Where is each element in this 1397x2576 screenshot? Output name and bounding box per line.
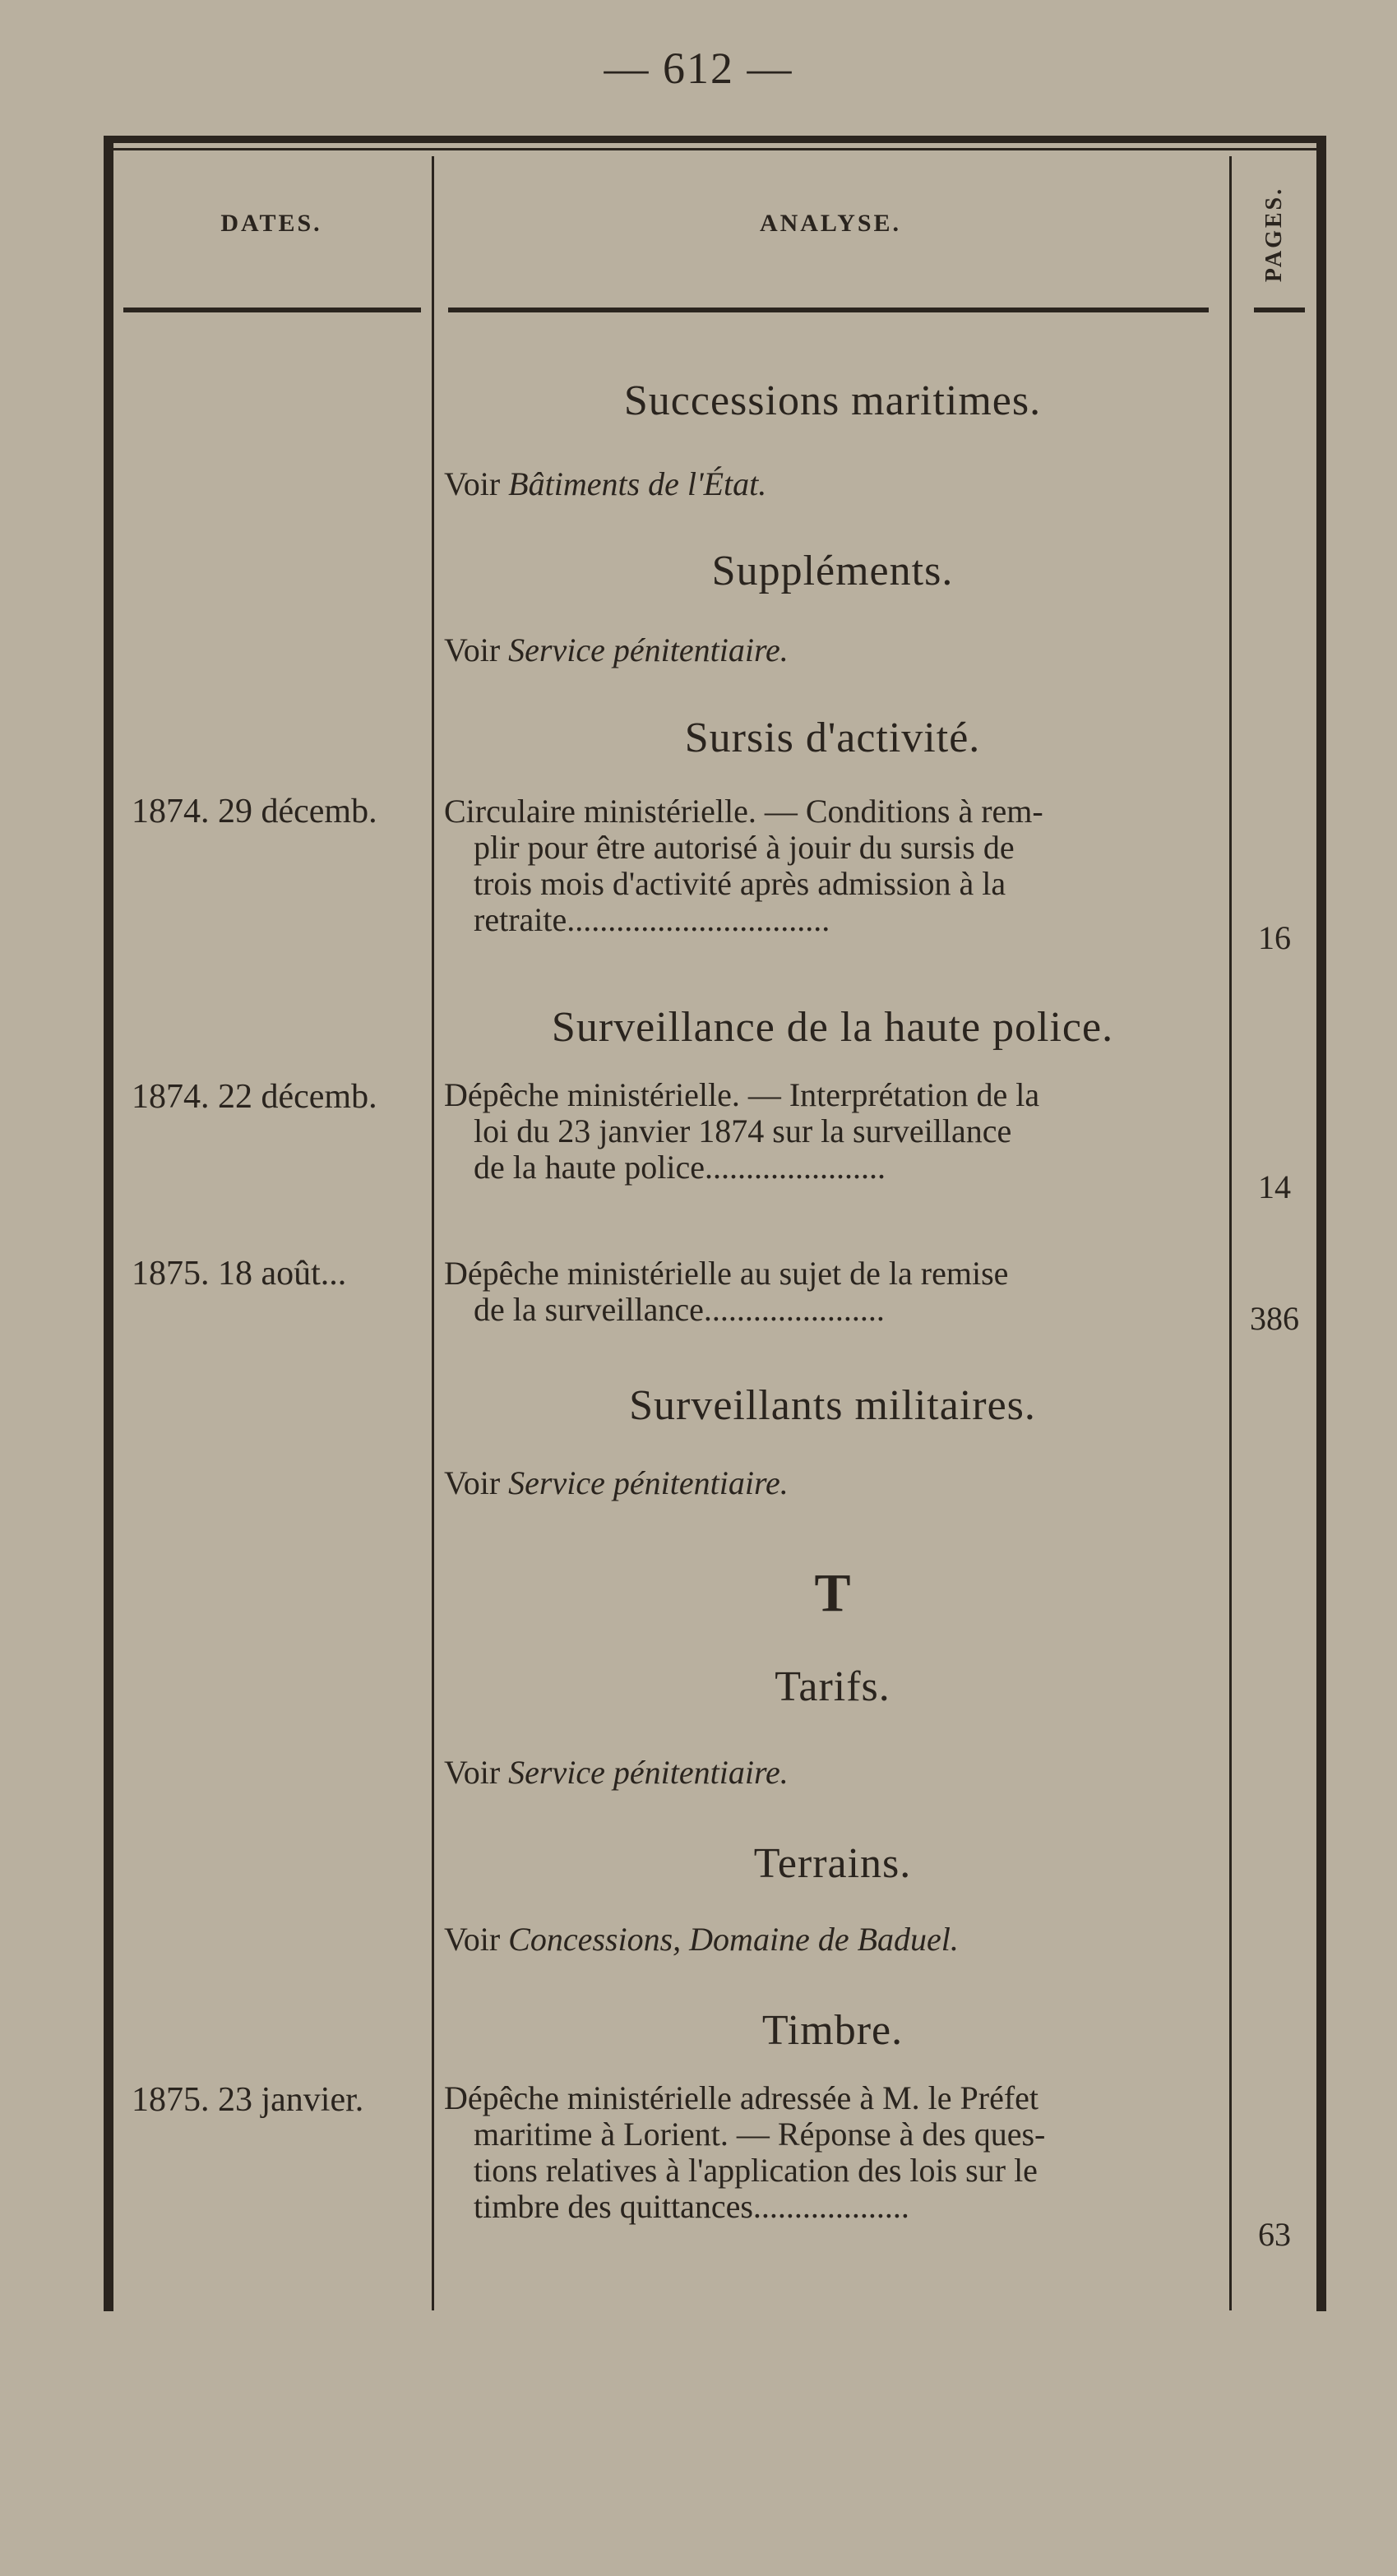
voir-reference: Voir Service pénitentiaire. <box>444 1754 789 1791</box>
voir-reference: Voir Service pénitentiaire. <box>444 1464 789 1501</box>
entry-line: de la haute police...................... <box>474 1149 886 1186</box>
dates-column-divider <box>432 156 434 2310</box>
entry-analysis <box>444 1077 1229 1186</box>
heading-tarifs: Tarifs. <box>775 1663 890 1710</box>
heading-surveillance-haute-police: Surveillance de la haute police. <box>551 1004 1114 1051</box>
voir-reference: Voir Service pénitentiaire. <box>444 631 789 668</box>
entry-analysis <box>444 2080 1229 2225</box>
page-reference: 63 <box>1258 2216 1291 2253</box>
pages-column-header: PAGES. <box>1261 186 1287 283</box>
voir-reference: Voir Bâtiments de l'État. <box>444 465 767 502</box>
page-reference: 16 <box>1258 919 1291 956</box>
entry-line: Dépêche ministérielle au sujet de la remise <box>444 1256 1009 1292</box>
entry-date: 1874. 22 décemb. <box>132 1078 377 1116</box>
entry-line: loi du 23 janvier 1874 sur la surveillance <box>474 1113 1012 1149</box>
entry-line: de la surveillance...................... <box>474 1292 885 1328</box>
entry-line: plir pour être autorisé à jouir du sursis de <box>474 830 1015 866</box>
page-number: — 612 — <box>604 44 793 93</box>
entry-line: maritime à Lorient. — Réponse à des ques- <box>474 2116 1046 2153</box>
entry-analysis <box>444 1256 1229 1328</box>
pages-column-divider <box>1229 156 1232 2310</box>
heading-sursis-activite: Sursis d'activité. <box>684 715 981 761</box>
heading-terrains: Terrains. <box>753 1840 912 1887</box>
table-frame <box>104 136 1326 2311</box>
entry-line: tions relatives à l'application des lois sur le <box>474 2153 1038 2189</box>
page-reference: 14 <box>1258 1168 1291 1205</box>
entry-date: 1875. 18 août... <box>132 1255 347 1293</box>
entry-line: retraite................................ <box>474 902 830 938</box>
entry-line: Dépêche ministérielle adressée à M. le Préfet <box>444 2080 1039 2116</box>
entry-date: 1875. 23 janvier. <box>132 2081 364 2119</box>
entry-line: Dépêche ministérielle. — Interprétation de la <box>444 1077 1040 1113</box>
entry-analysis <box>444 793 1229 938</box>
page-reference: 386 <box>1250 1300 1299 1337</box>
heading-timbre: Timbre. <box>761 2007 904 2054</box>
voir-reference: Voir Concessions, Domaine de Baduel. <box>444 1921 959 1958</box>
entry-line: timbre des quittances................... <box>474 2189 909 2225</box>
heading-supplements: Suppléments. <box>711 548 954 594</box>
entry-line: trois mois d'activité après admission à la <box>474 866 1006 902</box>
header-top-rule <box>113 148 1316 150</box>
heading-successions-maritimes: Successions maritimes. <box>623 377 1042 424</box>
heading-surveillants-militaires: Surveillants militaires. <box>629 1382 1036 1429</box>
analyse-header-rule <box>448 308 1209 312</box>
entry-line: Circulaire ministérielle. — Conditions à rem- <box>444 793 1043 830</box>
dates-column-header: DATES. <box>220 210 322 237</box>
entry-date: 1874. 29 décemb. <box>132 793 377 830</box>
section-letter: T <box>814 1563 851 1623</box>
dates-header-rule <box>123 308 421 312</box>
analyse-column-header: ANALYSE. <box>759 210 902 237</box>
